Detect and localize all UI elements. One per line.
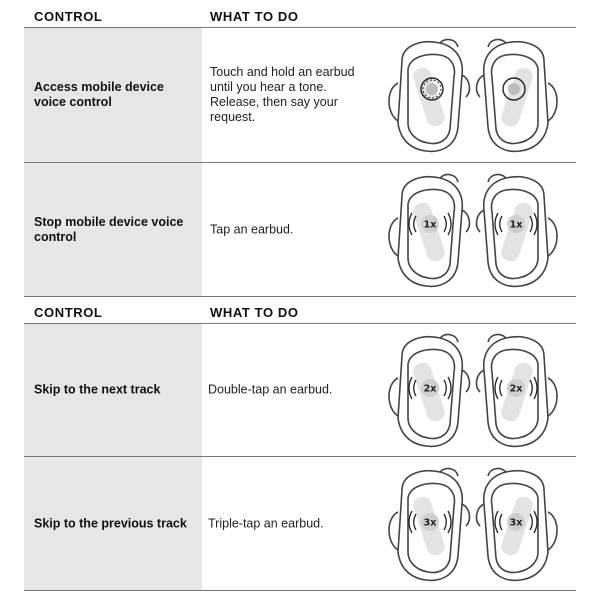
- right-earbud-double-tap-icon: [472, 326, 564, 454]
- tap-count-label: 1x: [423, 219, 437, 230]
- instruction-text: Double-tap an earbud.: [208, 382, 333, 397]
- divider: [24, 590, 576, 591]
- control-column-header: CONTROL: [34, 9, 103, 24]
- control-label: Stop mobile device voice control: [34, 214, 184, 244]
- control-cell: [24, 457, 202, 590]
- table-row: [24, 28, 576, 162]
- right-earbud-triple-tap-icon: [472, 460, 564, 588]
- instruction-text: Triple-tap an earbud.: [208, 516, 324, 530]
- earbuds-illustration: [376, 28, 576, 162]
- table-row: [24, 324, 576, 456]
- divider: [24, 296, 576, 297]
- control-cell: [24, 324, 202, 456]
- left-earbud-tap-icon: [382, 166, 474, 294]
- instruction-text: Touch and hold an earbud until you hear a tone. Release, then say your request.: [210, 65, 355, 124]
- control-cell: [24, 163, 202, 296]
- earbuds-illustration: [376, 163, 576, 296]
- what-to-do-column-header: WHAT TO DO: [210, 305, 299, 320]
- earbuds-illustration: [376, 324, 576, 456]
- control-label: Skip to the next track: [34, 382, 161, 397]
- instruction-text: Tap an earbud.: [210, 222, 294, 236]
- right-earbud-touch-hold-icon: [472, 31, 564, 159]
- what-to-do-column-header: WHAT TO DO: [210, 9, 299, 24]
- earbuds-illustration: [376, 457, 576, 590]
- tap-count-label: 2x: [509, 383, 523, 395]
- control-label: Access mobile device voice control: [34, 80, 164, 109]
- tap-count-label: 3x: [423, 517, 437, 528]
- left-earbud-triple-tap-icon: [382, 460, 474, 588]
- control-label: Skip to the previous track: [34, 516, 187, 530]
- control-column-header: CONTROL: [34, 305, 103, 320]
- tap-count-label: 1x: [509, 219, 523, 230]
- tap-count-label: 3x: [509, 517, 523, 528]
- tap-count-label: 2x: [423, 383, 437, 395]
- left-earbud-double-tap-icon: [382, 326, 474, 454]
- control-cell: [24, 28, 202, 162]
- table-row: [24, 457, 576, 590]
- table-row: [24, 163, 576, 296]
- left-earbud-touch-hold-icon: [382, 31, 474, 159]
- right-earbud-tap-icon: [472, 166, 564, 294]
